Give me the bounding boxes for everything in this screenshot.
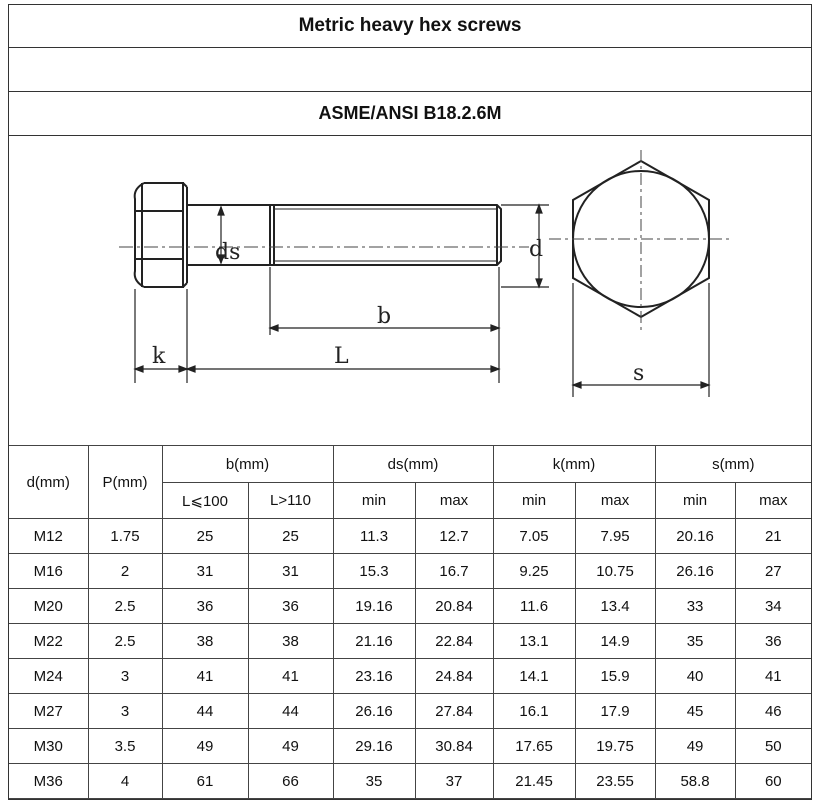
table-cell: 1.75 [88, 519, 162, 554]
table-row [9, 589, 811, 624]
table-cell: M30 [9, 729, 88, 764]
blank-row [9, 47, 811, 92]
table-cell: 31 [162, 554, 248, 589]
table-cell: 31 [248, 554, 333, 589]
table-cell: 14.9 [575, 624, 655, 659]
table-cell: 35 [333, 764, 415, 799]
table-cell: 2.5 [88, 624, 162, 659]
table-cell: 24.84 [415, 659, 493, 694]
label-ds: ds [215, 240, 241, 265]
bolt-drawing-svg [9, 135, 811, 445]
table-cell: 36 [162, 589, 248, 624]
table-row [9, 554, 811, 589]
table-row [9, 694, 811, 729]
header-k-max: max [575, 483, 655, 519]
table-cell: 41 [735, 659, 811, 694]
table-cell: 19.75 [575, 729, 655, 764]
header-s: s(mm) [655, 446, 811, 483]
table-cell: 30.84 [415, 729, 493, 764]
table-cell: 61 [162, 764, 248, 799]
table-cell: 29.16 [333, 729, 415, 764]
table-cell: 20.84 [415, 589, 493, 624]
table-cell: 2.5 [88, 589, 162, 624]
table-cell: 12.7 [415, 519, 493, 554]
table-cell: 58.8 [655, 764, 735, 799]
table-cell: 15.3 [333, 554, 415, 589]
table-cell: 7.95 [575, 519, 655, 554]
table-cell: 13.1 [493, 624, 575, 659]
table-cell: 26.16 [333, 694, 415, 729]
table-cell: 17.65 [493, 729, 575, 764]
table-cell: M36 [9, 764, 88, 799]
label-L: L [334, 344, 349, 369]
label-d: d [529, 237, 544, 262]
table-cell: 49 [162, 729, 248, 764]
table-cell: 13.4 [575, 589, 655, 624]
table-cell: 26.16 [655, 554, 735, 589]
label-k: k [152, 344, 166, 369]
standard-heading: ASME/ANSI B18.2.6M [9, 91, 811, 136]
table-cell: M22 [9, 624, 88, 659]
table-cell: 50 [735, 729, 811, 764]
table-cell: 49 [248, 729, 333, 764]
bolt-drawing [9, 135, 811, 446]
header-p: P(mm) [88, 446, 162, 519]
table-cell: 37 [415, 764, 493, 799]
table-cell: 4 [88, 764, 162, 799]
table-cell: 16.1 [493, 694, 575, 729]
table-cell: 49 [655, 729, 735, 764]
table-cell: 14.1 [493, 659, 575, 694]
table-cell: 27 [735, 554, 811, 589]
table-cell: 38 [162, 624, 248, 659]
table-cell: 21.16 [333, 624, 415, 659]
table-cell: M27 [9, 694, 88, 729]
table-cell: 17.9 [575, 694, 655, 729]
table-cell: 2 [88, 554, 162, 589]
table-cell: 36 [248, 589, 333, 624]
table-cell: 9.25 [493, 554, 575, 589]
table-row [9, 624, 811, 659]
table-cell: 34 [735, 589, 811, 624]
table-cell: 20.16 [655, 519, 735, 554]
table-cell: 19.16 [333, 589, 415, 624]
header-d: d(mm) [9, 446, 88, 519]
table-row [9, 764, 811, 799]
table-cell: M12 [9, 519, 88, 554]
table-cell: 16.7 [415, 554, 493, 589]
header-s-max: max [735, 483, 811, 519]
spec-sheet [8, 4, 812, 800]
table-cell: 35 [655, 624, 735, 659]
header-b-short: L⩽100 [162, 483, 248, 519]
table-cell: 3 [88, 659, 162, 694]
table-cell: 22.84 [415, 624, 493, 659]
table-cell: 38 [248, 624, 333, 659]
table-body [9, 519, 811, 799]
table-cell: 25 [248, 519, 333, 554]
table-cell: M20 [9, 589, 88, 624]
table-cell: 23.16 [333, 659, 415, 694]
table-row [9, 659, 811, 694]
table-cell: 27.84 [415, 694, 493, 729]
table-cell: 44 [248, 694, 333, 729]
table-cell: 3 [88, 694, 162, 729]
table-cell: 15.9 [575, 659, 655, 694]
table-cell: 25 [162, 519, 248, 554]
table-cell: 10.75 [575, 554, 655, 589]
header-k: k(mm) [493, 446, 655, 483]
header-s-min: min [655, 483, 735, 519]
sheet-title: Metric heavy hex screws [9, 5, 811, 48]
table-cell: 11.3 [333, 519, 415, 554]
bolt-head [135, 183, 183, 287]
header-k-min: min [493, 483, 575, 519]
header-b: b(mm) [162, 446, 333, 483]
table-cell: 21.45 [493, 764, 575, 799]
header-row-1 [9, 446, 811, 483]
table-cell: 33 [655, 589, 735, 624]
header-ds-max: max [415, 483, 493, 519]
table-cell: M24 [9, 659, 88, 694]
table-row [9, 729, 811, 764]
table-cell: 44 [162, 694, 248, 729]
header-ds: ds(mm) [333, 446, 493, 483]
table-cell: 45 [655, 694, 735, 729]
label-s: s [633, 361, 645, 386]
table-cell: 7.05 [493, 519, 575, 554]
label-b: b [377, 304, 392, 329]
table-cell: 41 [248, 659, 333, 694]
table-cell: 21 [735, 519, 811, 554]
table-cell: 3.5 [88, 729, 162, 764]
table-cell: 66 [248, 764, 333, 799]
table-cell: 23.55 [575, 764, 655, 799]
table-row [9, 519, 811, 554]
table-cell: 60 [735, 764, 811, 799]
table-cell: 40 [655, 659, 735, 694]
table-cell: 41 [162, 659, 248, 694]
table-cell: M16 [9, 554, 88, 589]
table-cell: 36 [735, 624, 811, 659]
header-ds-min: min [333, 483, 415, 519]
table-cell: 11.6 [493, 589, 575, 624]
table-cell: 46 [735, 694, 811, 729]
header-b-long: L>110 [248, 483, 333, 519]
dimensions-table [9, 445, 811, 799]
